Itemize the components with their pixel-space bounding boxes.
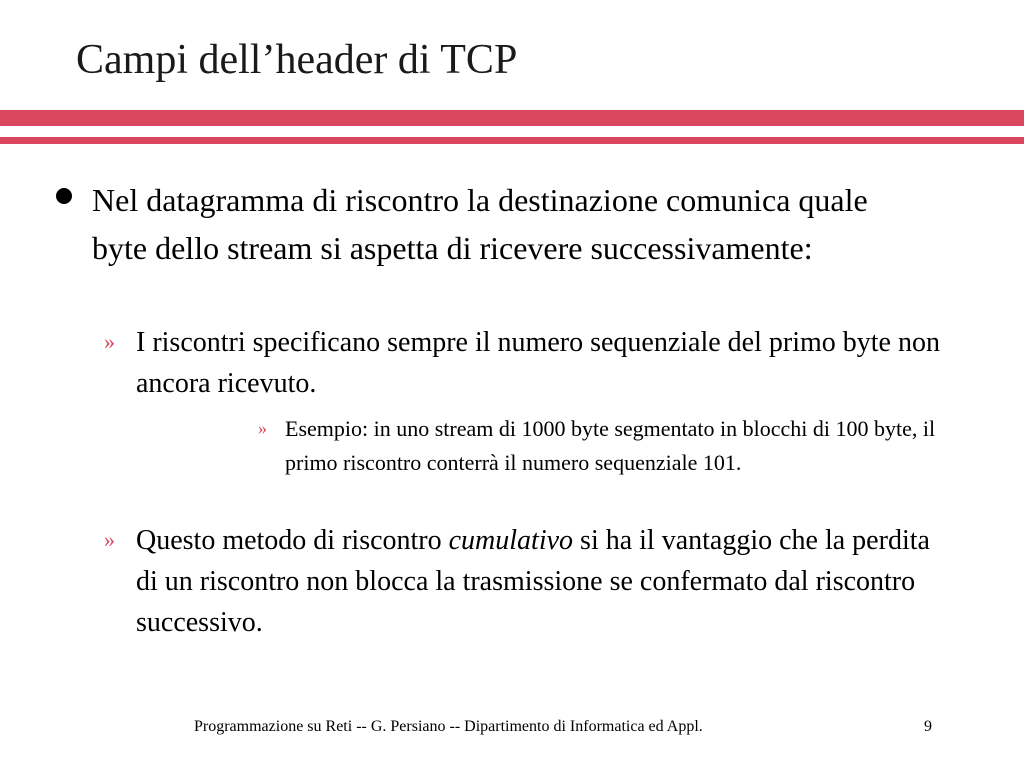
sub-bullet-cumulative-text — [136, 520, 944, 643]
cumulative-text-after: si ha il vantaggio che la perdita di un riscontro non blocca la trasmissione se confermato dal riscontro successivo. — [136, 525, 930, 638]
title-divider-thin — [0, 137, 1024, 144]
double-chevron-icon: » — [104, 329, 115, 354]
double-chevron-icon: » — [104, 527, 115, 552]
sub-bullet-acknowledgements — [104, 322, 944, 404]
sub-bullet-acknowledgements-text: I riscontri specificano sempre il numero sequenziale del primo byte non ancora ricevuto. — [136, 327, 940, 399]
bullet-main — [56, 176, 956, 272]
bullet-dot-icon — [56, 188, 72, 204]
double-chevron-icon: » — [258, 418, 267, 438]
slide-title: Campi dell’header di TCP — [76, 37, 518, 83]
sub-bullet-cumulative — [104, 520, 944, 643]
sub-sub-bullet-example — [258, 412, 948, 480]
cumulative-emphasis: cumulativo — [448, 525, 574, 556]
cumulative-text-before: Questo metodo di riscontro — [136, 525, 449, 556]
title-divider-thick — [0, 110, 1024, 126]
example-text: Esempio: in uno stream di 1000 byte segmentato in blocchi di 100 byte, il primo riscontro conterrà il numero sequenziale 101. — [285, 416, 936, 475]
bullet-main-text: Nel datagramma di riscontro la destinazione comunica quale byte dello stream si aspetta di ricevere successivamente: — [92, 182, 868, 266]
slide-footer: Programmazione su Reti -- G. Persiano -- Dipartimento di Informatica ed Appl. — [194, 718, 703, 735]
page-number: 9 — [924, 718, 932, 735]
